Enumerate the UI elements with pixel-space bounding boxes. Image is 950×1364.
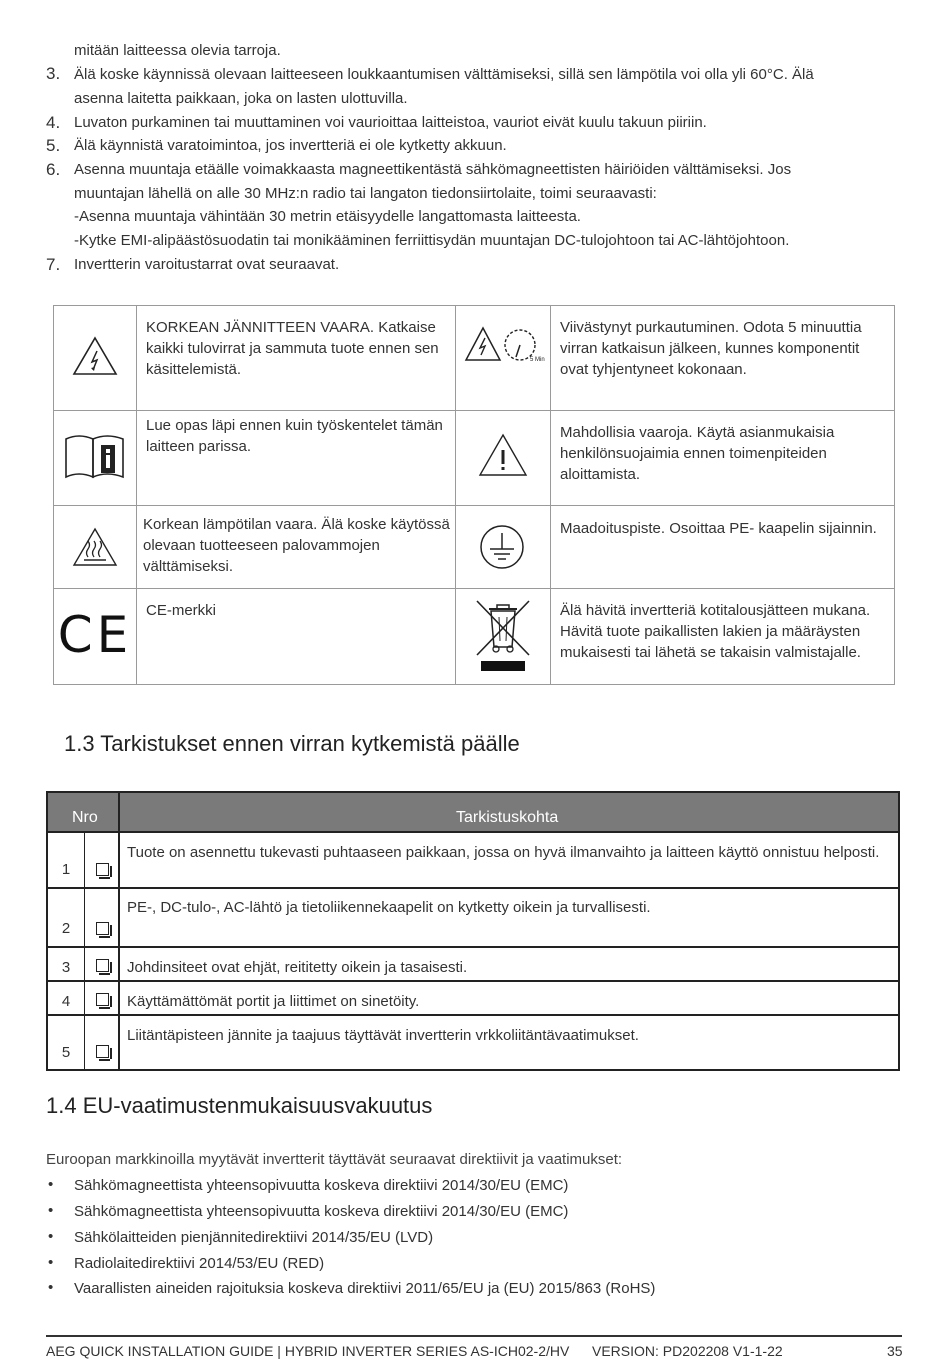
list-item-line: -Kytke EMI-alipäästösuodatin tai monikääminen ferriittisydän muuntajan DC-tulojohtoon tai AC-lähtöjohtoon.	[74, 232, 790, 249]
list-number: 5.	[46, 136, 61, 155]
checks-table	[46, 791, 900, 1071]
ce-mark-icon: CE	[57, 606, 133, 664]
page-number: 35	[887, 1343, 903, 1359]
directives-intro: Euroopan markkinoilla myytävät invertterit täyttävät seuraavat direktiivit ja vaatimukset:	[46, 1151, 623, 1168]
checkbox[interactable]	[96, 863, 109, 876]
symbol-description: Lue opas läpi ennen kuin työskentelet tämän laitteen parissa.	[146, 417, 443, 455]
directive-item: Sähkölaitteiden pienjännitedirektiivi 2014/35/EU (LVD)	[74, 1229, 434, 1246]
list-item-line: Luvaton purkaminen tai muuttaminen voi vaurioittaa laitteistoa, vauriot eivät kuulu takuun piiriin.	[74, 114, 707, 131]
symbol-description: Älä hävitä invertteriä kotitalousjätteen mukana. Hävitä tuote paikallisten lakien ja määräysten mukaisesti tai lähetä se takaisin valmistajalle.	[560, 602, 871, 661]
checkbox[interactable]	[96, 922, 109, 935]
symbol-description: Maadoituspiste. Osoittaa PE- kaapelin sijainnin.	[560, 520, 877, 537]
section-heading: 1.4 EU-vaatimustenmukaisuusvakuutus	[46, 1093, 433, 1118]
directive-item: Sähkömagneettista yhteensopivuutta koskeva direktiivi 2014/30/EU (EMC)	[74, 1177, 569, 1194]
list-number: 3.	[46, 64, 61, 83]
footer-guide-title: AEG QUICK INSTALLATION GUIDE | HYBRID INVERTER SERIES AS-ICH02-2/HV	[46, 1343, 570, 1359]
symbol-description: Viivästynyt purkautuminen. Odota 5 minuuttia virran katkaisun jälkeen, kunnes komponentit ovat tyhjentyneet kokonaan.	[560, 319, 862, 378]
warning-symbols-table	[53, 305, 895, 685]
bullet: •	[48, 1176, 54, 1193]
row-number: 4	[61, 993, 71, 1010]
checkbox[interactable]	[96, 993, 109, 1006]
check-item-text: Liitäntäpisteen jännite ja taajuus täyttävät invertterin vrkkoliitäntävaatimukset.	[127, 1027, 639, 1044]
col-header-no: Nro	[72, 809, 98, 826]
row-number: 2	[61, 920, 71, 937]
hot-surface-icon	[72, 527, 118, 567]
list-item-line: Invertterin varoitustarrat ovat seuraavat.	[74, 256, 340, 273]
symbol-description: Korkean lämpötilan vaara. Älä koske käytössä olevaan tuotteeseen palovammojen välttämiseksi.	[143, 516, 450, 575]
row-number: 1	[61, 861, 71, 878]
manual-icon	[63, 433, 127, 481]
list-number: 4.	[46, 113, 61, 132]
checkbox[interactable]	[96, 1045, 109, 1058]
list-number: 7.	[46, 255, 61, 274]
list-continuation: mitään laitteessa olevia tarroja.	[74, 42, 281, 59]
check-item-text: Johdinsiteet ovat ehjät, reititetty oikein ja tasaisesti.	[127, 959, 468, 976]
check-item-text: Käyttämättömät portit ja liittimet on sinetöity.	[127, 993, 420, 1010]
list-item-line: Älä koske käynnissä olevaan laitteeseen loukkaantumisen välttämiseksi, sillä sen lämpötila voi olla yli 60°C. Älä	[74, 66, 814, 83]
high-voltage-icon	[72, 335, 118, 377]
check-item-text: Tuote on asennettu tukevasti puhtaaseen paikkaan, jossa on hyvä ilmanvaihto ja laitteen käyttö onnistuu helposti.	[127, 844, 880, 861]
bullet: •	[48, 1202, 54, 1219]
delayed-discharge-icon	[464, 323, 548, 367]
col-header-item: Tarkistuskohta	[456, 809, 559, 826]
symbol-description: Mahdollisia vaaroja. Käytä asianmukaisia henkilönsuojaimia ennen toimenpiteiden aloittamista.	[560, 424, 835, 483]
ground-icon	[478, 523, 526, 571]
checkbox[interactable]	[96, 959, 109, 972]
list-item-line: Asenna muuntaja etäälle voimakkaasta magneettikentästä sähkömagneettisten häiriöiden välttämiseksi. Jos	[74, 161, 792, 178]
row-number: 3	[61, 959, 71, 976]
list-item-line: Älä käynnistä varatoimintoa, jos invertteriä ei ole kytketty akkuun.	[74, 137, 507, 154]
bullet: •	[48, 1279, 54, 1296]
directive-item: Vaarallisten aineiden rajoituksia koskeva direktiivi 2011/65/EU ja (EU) 2015/863 (RoHS)	[74, 1280, 656, 1297]
delay-label: 5 Min	[530, 357, 545, 363]
weee-bin-icon	[473, 597, 533, 673]
bullet: •	[48, 1228, 54, 1245]
footer-divider	[46, 1335, 902, 1337]
list-item-line: muuntajan lähellä on alle 30 MHz:n radio tai langaton tiedonsiirtolaite, toimi seuraavasti:	[74, 185, 657, 202]
list-number: 6.	[46, 160, 61, 179]
directive-item: Sähkömagneettista yhteensopivuutta koskeva direktiivi 2014/30/EU (EMC)	[74, 1203, 569, 1220]
bullet: •	[48, 1254, 54, 1271]
symbol-description: CE-merkki	[146, 602, 216, 619]
footer-version: VERSION: PD202208 V1-1-22	[592, 1343, 783, 1359]
list-item-line: asenna laitetta paikkaan, joka on lasten ulottuvilla.	[74, 90, 408, 107]
caution-icon	[478, 433, 528, 477]
directive-item: Radiolaitedirektiivi 2014/53/EU (RED)	[74, 1255, 325, 1272]
symbol-description: KORKEAN JÄNNITTEEN VAARA. Katkaise kaikki tulovirrat ja sammuta tuote ennen sen käsittelemistä.	[146, 319, 439, 378]
row-number: 5	[61, 1044, 71, 1061]
list-item-line: -Asenna muuntaja vähintään 30 metrin etäisyydelle langattomasta laitteesta.	[74, 208, 581, 225]
section-heading: 1.3 Tarkistukset ennen virran kytkemistä päälle	[64, 731, 520, 756]
check-item-text: PE-, DC-tulo-, AC-lähtö ja tietoliikennekaapelit on kytketty oikein ja turvallisesti.	[127, 899, 651, 916]
